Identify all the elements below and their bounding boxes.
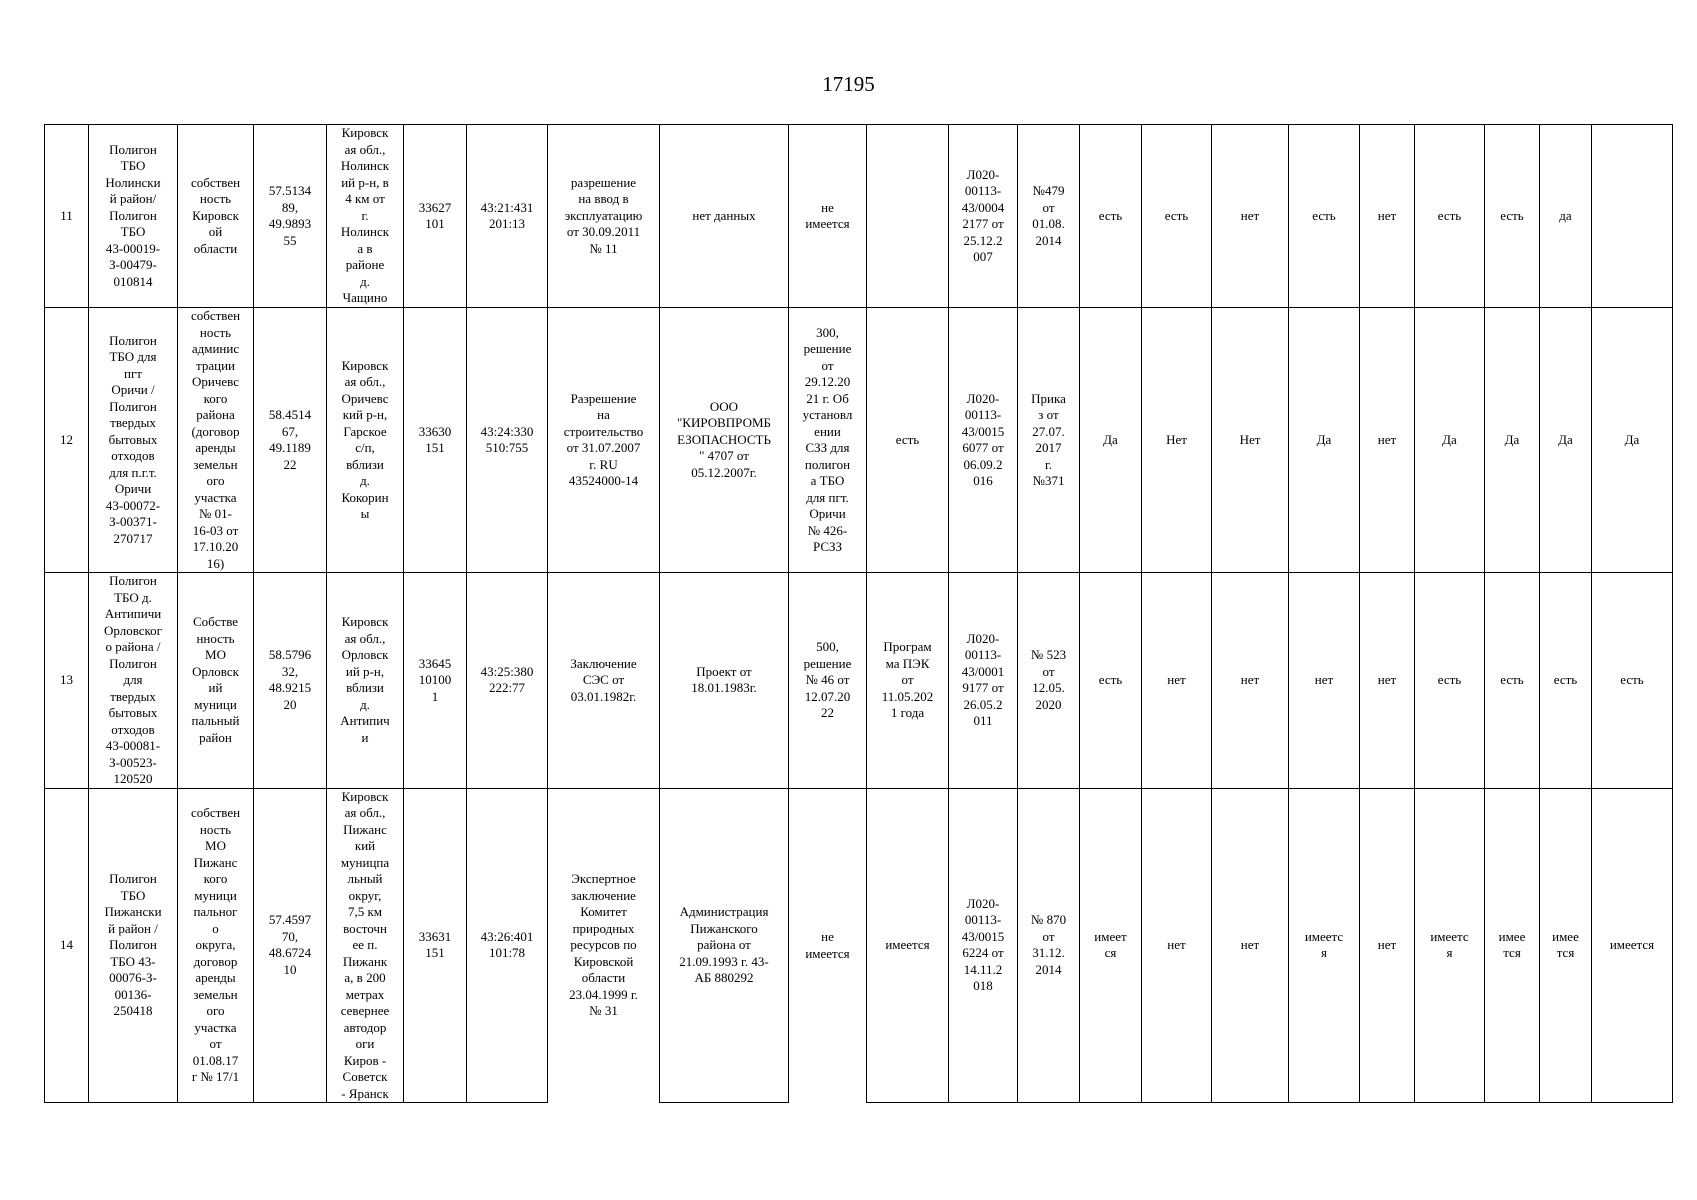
coordinates-text: 57.4597 70, 48.6724 10 xyxy=(268,912,312,977)
cadastral-number-text: 43:26:401 101:78 xyxy=(480,928,534,961)
monitoring-cell-6 xyxy=(1415,125,1485,308)
monitoring-text-2: нет xyxy=(1167,937,1186,952)
oktmo-cell xyxy=(404,573,467,789)
monitoring-text-4: имеетс я xyxy=(1304,928,1344,961)
monitoring-cell-3 xyxy=(1212,125,1289,308)
monitoring-cell-1 xyxy=(1080,308,1142,573)
monitoring-cell-1 xyxy=(1080,573,1142,789)
env-control-program-text: Програм ма ПЭК от 11.05.202 1 года xyxy=(881,639,934,720)
license-cell xyxy=(949,125,1018,308)
row-number-cell xyxy=(45,308,89,573)
monitoring-text-2: нет xyxy=(1167,672,1186,687)
monitoring-text-7: есть xyxy=(1500,207,1524,223)
expertise-cell xyxy=(660,308,789,573)
monitoring-text-5: нет xyxy=(1377,431,1397,447)
table-row xyxy=(45,573,1673,789)
monitoring-text-8: есть xyxy=(1553,672,1578,687)
permit-text: разрешение на ввод в эксплуатацию от 30.09.2011 № 11 xyxy=(564,174,643,256)
coordinates-cell xyxy=(254,308,327,573)
monitoring-cell-1 xyxy=(1080,788,1142,1103)
monitoring-text-6: есть xyxy=(1437,207,1462,223)
monitoring-text-3: Нет xyxy=(1239,431,1261,447)
env-control-program-cell xyxy=(867,788,949,1103)
object-name-cell xyxy=(89,573,178,789)
permit-cell xyxy=(548,125,660,308)
gro-order-text: № 870 от 31.12. 2014 xyxy=(1030,912,1067,977)
license-cell xyxy=(949,308,1018,573)
ownership-cell xyxy=(178,308,254,573)
license-cell xyxy=(949,573,1018,789)
ownership-cell xyxy=(178,125,254,308)
row-number-text: 14 xyxy=(60,937,73,952)
monitoring-cell-4 xyxy=(1289,788,1360,1103)
object-name-cell xyxy=(89,125,178,308)
address-cell xyxy=(327,788,404,1103)
coordinates-cell xyxy=(254,125,327,308)
monitoring-text-4: Да xyxy=(1316,431,1332,447)
monitoring-cell-6 xyxy=(1415,308,1485,573)
ownership-text: Собстве нность МО Орловск ий муници пальный район xyxy=(191,614,240,745)
oktmo-cell xyxy=(404,125,467,308)
monitoring-text-7: есть xyxy=(1500,672,1524,687)
monitoring-text-9: имеется xyxy=(1609,937,1655,952)
monitoring-text-7: имее тся xyxy=(1498,928,1526,961)
cadastral-number-cell xyxy=(467,308,548,573)
monitoring-cell-4 xyxy=(1289,308,1360,573)
monitoring-cell-5 xyxy=(1360,573,1415,789)
monitoring-text-9: Да xyxy=(1624,431,1640,447)
monitoring-text-1: есть xyxy=(1098,207,1123,223)
monitoring-cell-3 xyxy=(1212,573,1289,789)
monitoring-cell-6 xyxy=(1415,573,1485,789)
sanitary-zone-text: 300, решение от 29.12.20 21 г. Об установл ении СЗЗ для полигон а ТБО для пгт. Оричи № 426- РСЗЗ xyxy=(802,324,853,554)
oktmo-cell xyxy=(404,788,467,1103)
monitoring-cell-2 xyxy=(1142,788,1212,1103)
ownership-cell xyxy=(178,788,254,1103)
table-row xyxy=(45,788,1673,1103)
oktmo-cell xyxy=(404,308,467,573)
expertise-text: нет данных xyxy=(692,207,756,223)
cadastral-number-text: 43:25:380 222:77 xyxy=(480,663,534,696)
monitoring-text-1: есть xyxy=(1098,672,1123,687)
monitoring-cell-5 xyxy=(1360,788,1415,1103)
gro-order-cell xyxy=(1018,573,1080,789)
table-row xyxy=(45,125,1673,308)
monitoring-text-6: есть xyxy=(1437,672,1462,687)
monitoring-cell-4 xyxy=(1289,573,1360,789)
monitoring-cell-9 xyxy=(1592,125,1673,308)
monitoring-cell-1 xyxy=(1080,125,1142,308)
coordinates-text: 58.4514 67, 49.1189 22 xyxy=(268,407,312,472)
monitoring-text-4: есть xyxy=(1312,207,1336,223)
page-number: 17195 xyxy=(822,72,875,96)
monitoring-cell-9 xyxy=(1592,788,1673,1103)
expertise-text: Администрация Пижанского района от 21.09.1993 г. 43- АБ 880292 xyxy=(679,904,769,985)
license-text: Л020- 00113- 43/0015 6224 от 14.11.2 018 xyxy=(961,895,1005,994)
ownership-cell xyxy=(178,573,254,789)
permit-cell xyxy=(548,308,660,573)
monitoring-text-9: есть xyxy=(1620,672,1644,687)
monitoring-cell-8 xyxy=(1540,125,1592,308)
monitoring-text-2: есть xyxy=(1164,207,1189,223)
sanitary-zone-cell xyxy=(789,573,867,789)
ownership-text: собствен ность МО Пижанс кого муници пальног о округа, договор аренды земельн ого участка от 01.08.17 г № 17/1 xyxy=(190,805,241,1084)
monitoring-cell-7 xyxy=(1485,125,1540,308)
object-name-cell xyxy=(89,788,178,1103)
sanitary-zone-cell xyxy=(789,308,867,573)
cadastral-number-text: 43:24:330 510:755 xyxy=(480,423,534,455)
sanitary-zone-text: не имеется xyxy=(805,199,850,231)
monitoring-text-8: имее тся xyxy=(1552,928,1579,961)
gro-order-text: № 523 от 12.05. 2020 xyxy=(1030,647,1067,712)
monitoring-cell-7 xyxy=(1485,788,1540,1103)
monitoring-text-2: Нет xyxy=(1166,431,1187,447)
ownership-text: собствен ность Кировск ой области xyxy=(190,174,241,256)
monitoring-cell-2 xyxy=(1142,125,1212,308)
license-text: Л020- 00113- 43/0015 6077 от 06.09.2 016 xyxy=(961,390,1005,488)
row-number-text: 12 xyxy=(60,431,73,447)
monitoring-cell-8 xyxy=(1540,308,1592,573)
address-cell xyxy=(327,308,404,573)
monitoring-text-7: Да xyxy=(1504,431,1520,447)
ownership-text: собствен ность админис трации Оричевс кого района (договор аренды земельн ого участка № 01- 16-03 от 17.10.20 16) xyxy=(190,308,241,571)
license-text: Л020- 00113- 43/0004 2177 от 25.12.2 007 xyxy=(961,166,1005,264)
monitoring-cell-3 xyxy=(1212,308,1289,573)
monitoring-cell-6 xyxy=(1415,788,1485,1103)
oktmo-text: 33630 151 xyxy=(418,423,452,455)
monitoring-cell-8 xyxy=(1540,573,1592,789)
sanitary-zone-text: 500, решение № 46 от 12.07.20 22 xyxy=(803,639,852,720)
expertise-text: ООО "КИРОВПРОМБ ЕЗОПАСНОСТЬ " 4707 от 05.12.2007г. xyxy=(676,398,771,480)
address-text: Кировск ая обл., Нолинск ий р-н, в 4 км от г. Нолинск а в районе д. Чащино xyxy=(340,125,390,306)
sanitary-zone-cell xyxy=(789,125,867,308)
monitoring-text-3: нет xyxy=(1240,207,1260,223)
monitoring-text-4: нет xyxy=(1314,672,1334,687)
coordinates-text: 58.5796 32, 48.9215 20 xyxy=(268,647,312,712)
monitoring-cell-7 xyxy=(1485,308,1540,573)
cadastral-number-cell xyxy=(467,125,548,308)
permit-text: Разрешение на строительство от 31.07.2007 г. RU 43524000-14 xyxy=(563,390,644,488)
monitoring-cell-5 xyxy=(1360,125,1415,308)
coordinates-text: 57.5134 89, 49.9893 55 xyxy=(268,183,312,248)
monitoring-text-6: имеетс я xyxy=(1430,928,1469,961)
row-number-text: 11 xyxy=(60,207,73,223)
object-name-cell xyxy=(89,308,178,573)
license-text: Л020- 00113- 43/0001 9177 от 26.05.2 011 xyxy=(961,630,1005,729)
env-control-program-cell xyxy=(867,308,949,573)
monitoring-text-8: Да xyxy=(1558,431,1573,447)
object-name-text: Полигон ТБО д. Антипичи Орловског о района / Полигон для твердых бытовых отходов 43-00081- З-00523- 120520 xyxy=(103,573,163,786)
gro-order-cell xyxy=(1018,788,1080,1103)
monitoring-text-5: нет xyxy=(1377,672,1397,687)
monitoring-text-1: Да xyxy=(1103,431,1118,447)
object-name-text: Полигон ТБО Пижански й район / Полигон ТБО 43- 00076-З- 00136- 250418 xyxy=(104,871,162,1018)
oktmo-text: 33645 10100 1 xyxy=(418,655,452,704)
monitoring-cell-7 xyxy=(1485,573,1540,789)
cadastral-number-cell xyxy=(467,573,548,789)
env-control-program-cell xyxy=(867,125,949,308)
address-cell xyxy=(327,125,404,308)
monitoring-cell-5 xyxy=(1360,308,1415,573)
coordinates-cell xyxy=(254,788,327,1103)
monitoring-text-3: нет xyxy=(1240,672,1260,687)
permit-cell xyxy=(548,573,660,789)
sanitary-zone-text: не имеется xyxy=(805,929,850,961)
gro-order-cell xyxy=(1018,125,1080,308)
row-number-text: 13 xyxy=(60,672,73,687)
env-control-program-text: имеется xyxy=(885,937,930,952)
coordinates-cell xyxy=(254,573,327,789)
env-control-program-text: есть xyxy=(895,431,920,447)
oktmo-text: 33631 151 xyxy=(418,928,452,961)
monitoring-cell-2 xyxy=(1142,308,1212,573)
permit-text: Заключение СЭС от 03.01.1982г. xyxy=(570,655,637,704)
address-text: Кировск ая обл., Оричевс кий р-н, Гарское с/п, вблизи д. Кокорин ы xyxy=(341,357,389,521)
object-name-text: Полигон ТБО Нолински й район/ Полигон ТБО 43-00019- З-00479- 010814 xyxy=(105,141,161,289)
gro-order-text: №479 от 01.08. 2014 xyxy=(1032,183,1065,248)
cadastral-number-cell xyxy=(467,788,548,1103)
row-number-cell xyxy=(45,125,89,308)
monitoring-text-5: нет xyxy=(1377,937,1397,952)
object-name-text: Полигон ТБО для пгт Оричи / Полигон твердых бытовых отходов для п.г.т. Оричи 43-00072- З-00371- 270717 xyxy=(105,332,161,546)
address-text: Кировск ая обл., Пижанс кий муницпа льный округ, 7,5 км восточн ее п. Пижанк а, в 200 метрах севернее автодор оги Киров - Советск - Яранск xyxy=(340,788,390,1101)
permit-text: Экспертное заключение Комитет природных ресурсов по Кировской области 23.04.1999 г. № 31 xyxy=(569,871,638,1019)
monitoring-cell-2 xyxy=(1142,573,1212,789)
license-cell xyxy=(949,788,1018,1103)
monitoring-cell-3 xyxy=(1212,788,1289,1103)
row-number-cell xyxy=(45,788,89,1103)
registry-body xyxy=(45,125,1673,1103)
table-row xyxy=(45,308,1673,573)
env-control-program-cell xyxy=(867,573,949,789)
landfill-registry-table xyxy=(44,124,1673,1103)
permit-cell xyxy=(548,788,660,1103)
expertise-cell xyxy=(660,125,789,308)
gro-order-text: Прика з от 27.07. 2017 г. №371 xyxy=(1031,390,1066,488)
monitoring-text-6: Да xyxy=(1442,431,1457,447)
monitoring-cell-8 xyxy=(1540,788,1592,1103)
expertise-cell xyxy=(660,573,789,789)
monitoring-text-8: да xyxy=(1559,207,1572,223)
monitoring-text-1: имеет ся xyxy=(1094,928,1127,961)
sanitary-zone-cell xyxy=(789,788,867,1103)
cadastral-number-text: 43:21:431 201:13 xyxy=(480,199,534,231)
address-text: Кировск ая обл., Орловск ий р-н, вблизи д. Антипич и xyxy=(340,614,390,745)
address-cell xyxy=(327,573,404,789)
monitoring-cell-9 xyxy=(1592,308,1673,573)
gro-order-cell xyxy=(1018,308,1080,573)
expertise-text: Проект от 18.01.1983г. xyxy=(691,663,757,696)
monitoring-text-3: нет xyxy=(1240,937,1260,952)
expertise-cell xyxy=(660,788,789,1103)
monitoring-text-5: нет xyxy=(1377,207,1397,223)
row-number-cell xyxy=(45,573,89,789)
monitoring-cell-4 xyxy=(1289,125,1360,308)
oktmo-text: 33627 101 xyxy=(418,199,452,231)
monitoring-cell-9 xyxy=(1592,573,1673,789)
